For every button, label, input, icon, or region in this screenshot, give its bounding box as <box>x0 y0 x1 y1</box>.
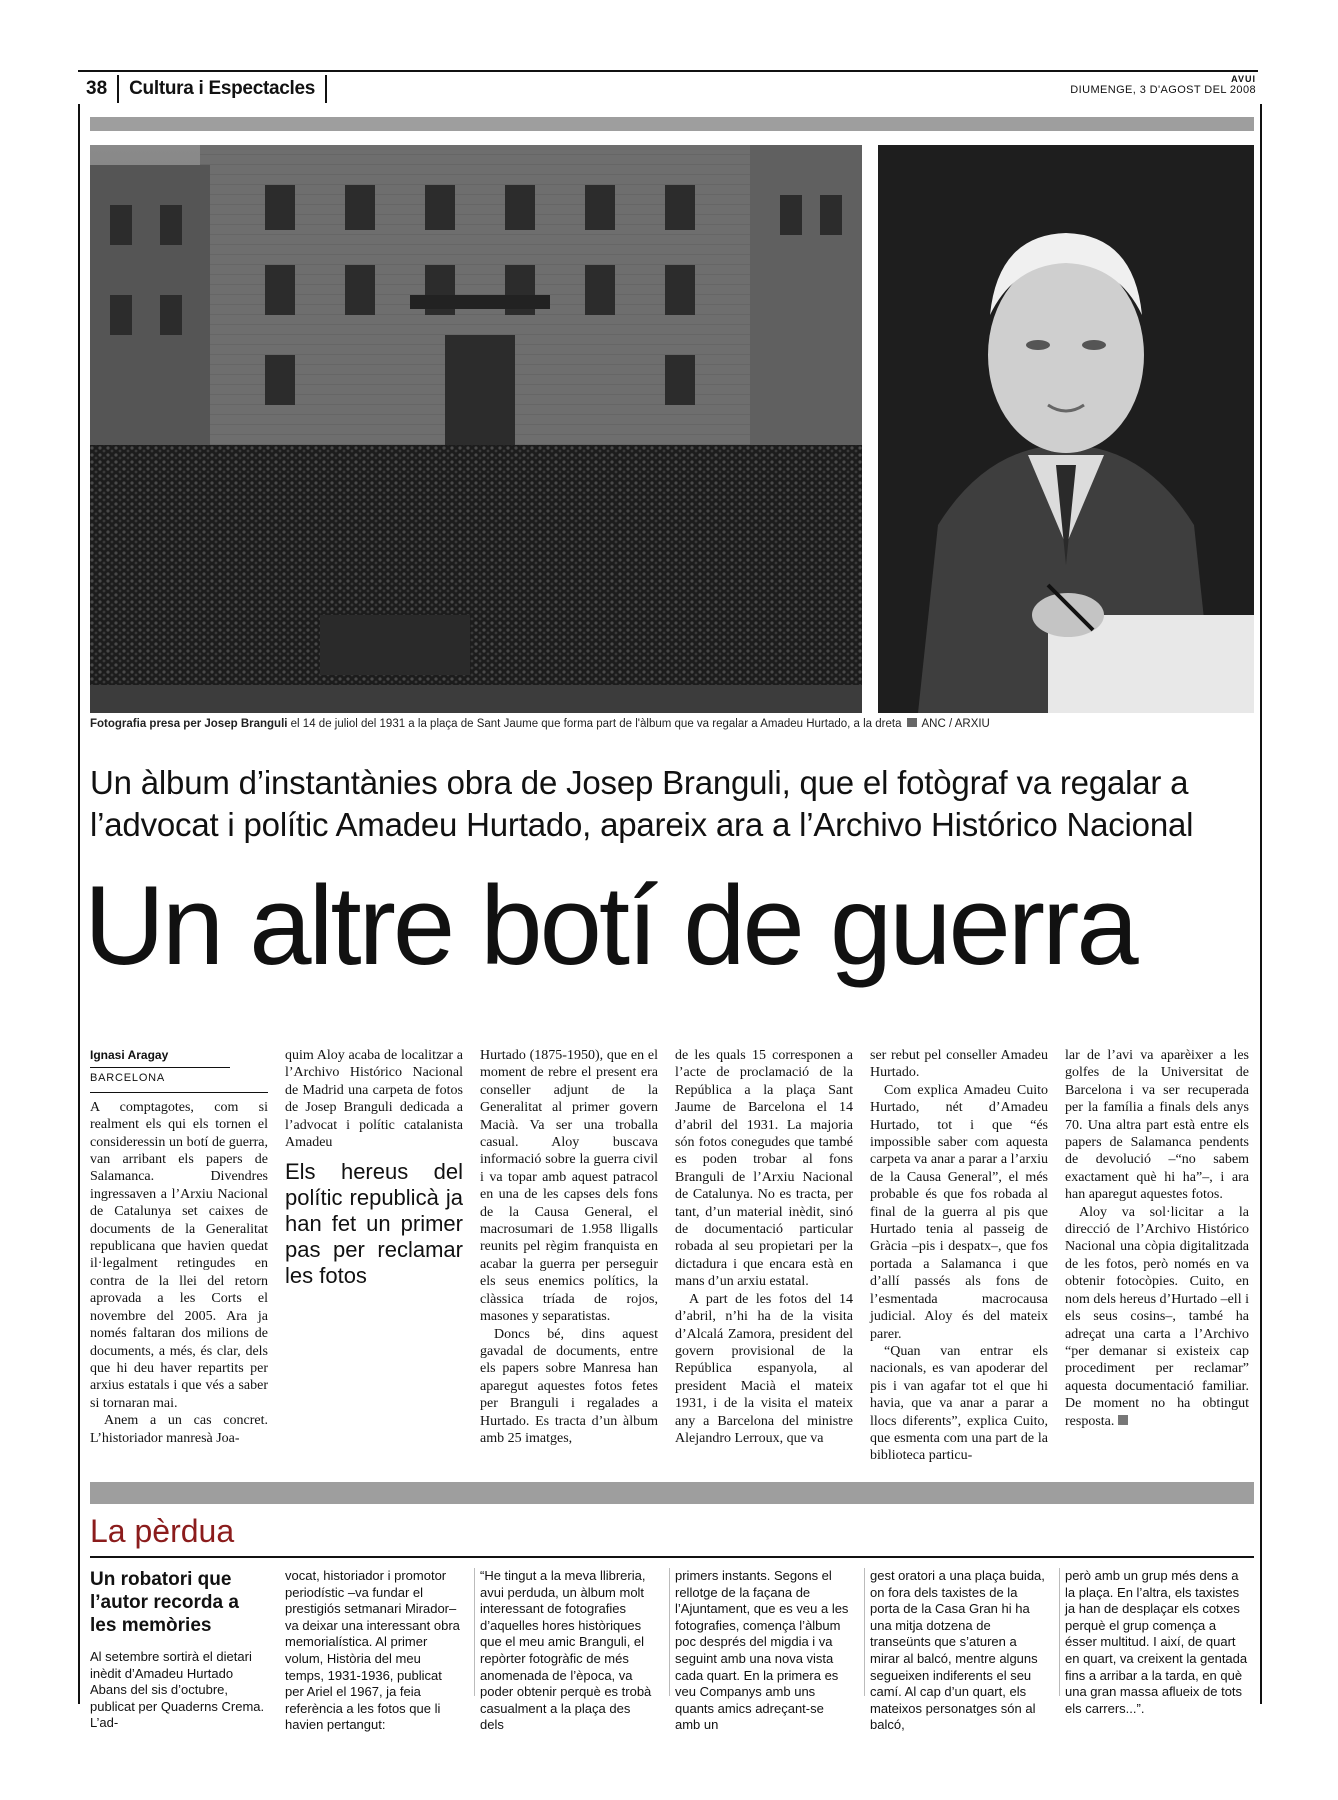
paragraph: lar de l’avi va aparèixer a les golfes de la Universitat de Barcelona i va ser recuperada per la família a finals dels anys 70. Una altra part està entre els papers de Salamanca pendents de devolució –“no sabem exactament què hi ha”–, i ara han aparegut aquestes fotos. <box>1065 1048 1249 1203</box>
sidebar-column-5: gest oratori a una plaça buida, on fora dels taxistes de la porta de la Casa Gran hi ha una mitja dotzena de transeünts que s’aturen a mirar al balcó, mentre alguns segueixen indiferents el seu camí. Al cap d’un quart, els mateixos personatges són al balcó, <box>870 1568 1045 1733</box>
newspaper-logo: AVUI <box>1231 74 1256 84</box>
portrait-illustration <box>878 145 1254 713</box>
page-number: 38 <box>80 75 119 103</box>
sidebar-column-1 <box>90 1568 265 1732</box>
byline-author: Ignasi Aragay <box>90 1048 169 1062</box>
section-divider-bar <box>90 1482 1254 1504</box>
sidebar-column-2: vocat, historiador i promotor periodístic –va fundar el prestigiós setmanari Mirador– va deixar una interessant obra memorialística. Al primer volum, Història del meu temps, 1931-1936, publicat per Ariel el 1967, ja feia referència a les fotos que li havien pertangut: <box>285 1568 460 1733</box>
article-column-5 <box>870 1047 1048 1465</box>
paragraph: de les quals 15 corresponen a l’acte de proclamació de la República a la plaça Sant Jaume de Barcelona el 14 d’abril del 1931. La majoria són fotos conegudes que també es poden trobar al fons Branguli de l’Arxiu Nacional de Catalunya. No es tracta, per tant, d’un material inèdit, sinó de documentació particular robada al seu propietari per la dictadura i que encara està en mans d’un arxiu estatal. <box>675 1048 853 1290</box>
sidebar-column-6: però amb un grup més dens a la plaça. En l’altra, els taxistes ja han de desplaçar els cotxes perquè el grup comença a ésser multitud. I així, de quart en quart, va creixent la gentada fins a arribar a la tarda, en què una gran massa aflueix de tots els carrers...”. <box>1065 1568 1248 1716</box>
section-name: Cultura i Espectacles <box>119 75 327 103</box>
sidebar-subtitle: Un robatori que l’autor recorda a les memòries <box>90 1569 239 1636</box>
column-divider <box>1059 1568 1060 1696</box>
end-of-article-icon <box>1118 1415 1128 1425</box>
top-grey-bar <box>90 117 1254 131</box>
article-subheadline: Un àlbum d’instantànies obra de Josep Branguli, que el fotògraf va regalar a l’advocat i polític Amadeu Hurtado, apareix ara a l’Archivo Histórico Nacional <box>90 764 1194 843</box>
paragraph: quim Aloy acaba de localitzar a l’Archivo Histórico Nacional de Madrid una carpeta de fotos de Josep Branguli dedicada a l’advocat i polític catalanista Amadeu <box>285 1048 463 1151</box>
paragraph: Anem a un cas concret. L’historiador manresà Joa- <box>90 1413 268 1446</box>
pull-quote: Els hereus del polític republicà ja han fet un primer pas per reclamar les fotos <box>285 1159 463 1289</box>
column-divider <box>474 1568 475 1696</box>
column-divider <box>864 1568 865 1696</box>
paragraph: Com explica Amadeu Cuito Hurtado, nét d’Amadeu Hurtado, tot i que “és impossible saber com aquesta carpeta va anar a parar a l’arxiu de la Causa General”, el més probable és que fos robada al final de la guerra al pis que Hurtado tenia al passeig de Gràcia –pis i despatx–, que fos portada a Salamanca i que d’allí passés als fons de l’esmentada macrocausa judicial. Aloy és del mateix parer. <box>870 1082 1048 1342</box>
photo-placa-sant-jaume <box>90 145 862 713</box>
header-top-rule <box>78 70 1258 72</box>
issue-date: DIUMENGE, 3 D'AGOST DEL 2008 <box>1070 84 1256 96</box>
article-column-2 <box>285 1047 463 1289</box>
article-column-4 <box>675 1047 853 1447</box>
header-left <box>80 74 327 104</box>
header-right <box>1070 74 1256 96</box>
sidebar-column-4: primers instants. Segons el rellotge de la façana de l’Ajuntament, que es veu a les fotografies, comença l’àlbum poc després del migdia i va seguint amb una nova vista cada quart. En la primera es veu Companys amb uns quants amics adreçant-se amb un <box>675 1568 849 1733</box>
crowd-photo-illustration <box>90 145 862 713</box>
photo-amadeu-hurtado-portrait <box>878 145 1254 713</box>
paragraph: Hurtado (1875-1950), que en el moment de rebre el present era conseller adjunt de la Generalitat al primer govern Macià. Va ser una troballa casual. Aloy buscava informació sobre la guerra civil i va topar amb aquest patracol en una de les capses dels fons de la Causa General, el macrosumari de 1.958 lligalls reunits pel règim franquista en acabar la guerra per perseguir els seus enemics polítics, la clàssica tríada de rojos, masones y separatistas. <box>480 1048 658 1325</box>
photo-credit: ANC / ARXIU <box>921 718 990 730</box>
credit-square-icon <box>907 718 917 727</box>
left-frame-rule <box>78 104 80 1704</box>
column-divider <box>669 1568 670 1696</box>
article-column-6 <box>1065 1047 1249 1430</box>
paragraph-text: Aloy va sol·licitar a la direcció de l’Archivo Histórico Nacional una còpia digitalitzada de les fotos, però només en va obtenir fotocòpies. Cuito, en nom dels hereus d’Hurtado –ell i els seus cosins–, també ha adreçat una carta a l’Archivo “per demanar si existeix cap procediment per reclamar” aquesta documentació familiar. De moment no ha obtingut resposta. <box>1065 1204 1249 1429</box>
sidebar-column-3: “He tingut a la meva llibreria, avui perduda, un àlbum molt interessant de fotografies d’aquelles hores històriques que el meu amic Branguli, el repòrter fotogràfic de més anomenada de l’època, va poder obtenir perquè es trobà casualment a la plaça des dels <box>480 1568 652 1733</box>
paragraph: A comptagotes, com si realment els qui els tornen el consideressin un botí de guerra, van arribant els papers de Salamanca. Divendres ingressaven a l’Arxiu Nacional de Catalunya set caixes de documents de la Generalitat republicana que havien quedat il·legalment retingudes en contra de la llei del retorn aprovada a les Corts el novembre del 2005. Ara ja només faltaran dos milions de documents, a més, és clar, dels que hi deu haver repartits per arxius estatals i que vés a saber si tornaran mai. <box>90 1099 268 1411</box>
paragraph: “Quan van entrar els nacionals, es van apoderar del pis i van agafar tot el que hi havia, que va anar a parar a llocs diferents”, explica Cuito, que esmenta com una part de la biblioteca particu- <box>870 1343 1048 1464</box>
sidebar-title: La pèrdua <box>90 1513 235 1549</box>
article-column-3 <box>480 1047 658 1447</box>
caption-text: el 14 de juliol del 1931 a la plaça de Sant Jaume que forma part de l'àlbum que va regalar a Amadeu Hurtado, a la dreta <box>287 718 902 730</box>
sidebar-paragraph: Al setembre sortirà el dietari inèdit d’Amadeu Hurtado Abans del sis d’octubre, publicat per Quaderns Crema. L’ad- <box>90 1649 265 1731</box>
photo-caption <box>90 718 1254 730</box>
byline-rule <box>90 1067 230 1068</box>
article-headline: Un altre botí de guerra <box>84 863 1136 988</box>
paragraph-final <box>1065 1204 1249 1430</box>
article-column-1 <box>90 1047 268 1447</box>
byline-bottom-rule <box>90 1092 268 1093</box>
paragraph: ser rebut pel conseller Amadeu Hurtado. <box>870 1048 1048 1081</box>
byline-place: BARCELONA <box>90 1072 166 1085</box>
paragraph: A part de les fotos del 14 d’abril, n’hi ha de la visita d’Alcalá Zamora, president del govern provisional de la República espanyola, al president Macià el mateix 1931, i de la visita el mateix any a Barcelona del ministre Alejandro Lerroux, que va <box>675 1291 853 1446</box>
caption-lead: Fotografia presa per Josep Branguli <box>90 718 288 730</box>
paragraph: Doncs bé, dins aquest gavadal de documents, entre els papers sobre Manresa han aparegut aquestes fotos fetes per Branguli i regalades a Hurtado. Es tracta d’un àlbum amb 25 imatges, <box>480 1326 658 1446</box>
sidebar-title-rule <box>90 1556 1254 1558</box>
